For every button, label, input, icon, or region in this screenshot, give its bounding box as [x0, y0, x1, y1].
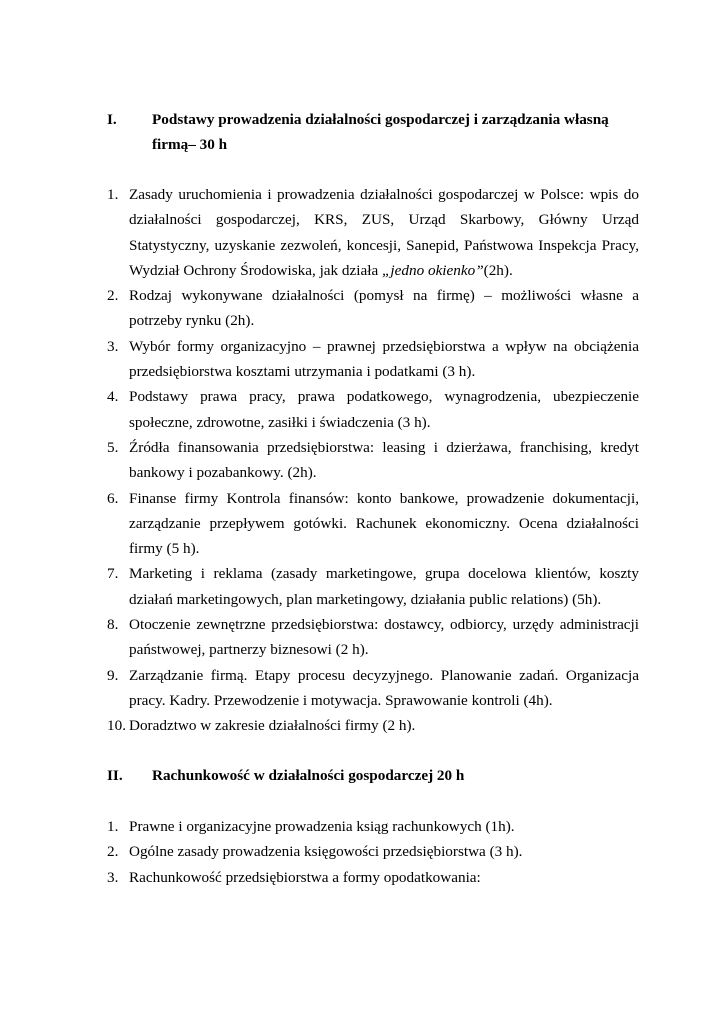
list-item [107, 283, 639, 334]
item-number: 2. [107, 287, 119, 305]
item-number: 6. [107, 489, 119, 507]
section-1-list [107, 182, 639, 739]
item-text: Doradztwo w zakresie działalności firmy (2 h). [129, 717, 416, 735]
list-item [107, 334, 639, 385]
section-title: Rachunkowość w działalności gospodarczej 20 h [152, 767, 465, 784]
item-text: Wybór formy organizacyjno – prawnej przedsiębiorstwa a wpływ na obciążenia przedsiębiorstwa kosztami utrzymania i podatkami (3 h). [129, 337, 639, 381]
item-text: Zarządzanie firmą. Etapy procesu decyzyjnego. Planowanie zadań. Organizacja pracy. Kadry. Przewodzenie i motywacja. Sprawowanie kontroli (4h). [129, 666, 639, 709]
item-number: 10. [107, 717, 126, 735]
section-2-list [107, 814, 639, 890]
item-number: 9. [107, 666, 119, 684]
item-text: Podstawy prawa pracy, prawa podatkowego, wynagrodzenia, ubezpieczenie społeczne, zdrowotne, zasiłki i świadczenia (3 h). [129, 388, 639, 431]
item-number: 1. [107, 186, 119, 203]
list-item [107, 839, 639, 864]
list-item [107, 384, 639, 435]
item-text-end: (2h). [483, 261, 513, 279]
item-number: 3. [107, 337, 119, 355]
list-item [107, 663, 639, 714]
item-number: 7. [107, 565, 119, 583]
item-number: 8. [107, 616, 119, 634]
item-number: 5. [107, 438, 119, 456]
item-number: 1. [107, 818, 119, 835]
list-item [107, 713, 639, 738]
section-number: I. [107, 111, 117, 128]
list-item [107, 182, 639, 283]
list-item [107, 814, 639, 839]
item-text: Ogólne zasady prowadzenia księgowości przedsiębiorstwa (3 h). [129, 843, 523, 861]
list-item [107, 865, 639, 890]
item-text: Rachunkowość przedsiębiorstwa a formy opodatkowania: [129, 868, 481, 886]
item-text: Rodzaj wykonywane działalności (pomysł na firmę) – możliwości własne a potrzeby rynku (2h). [129, 287, 639, 330]
list-item [107, 612, 639, 663]
section-title: Podstawy prowadzenia działalności gospodarczej i zarządzania własną firmą– 30 h [152, 111, 609, 153]
item-text-italic: „jedno okienko” [381, 261, 484, 279]
item-text: Zasady uruchomienia i prowadzenia działalności gospodarczej w Polsce: wpis do działalności gospodarczej, KRS, ZUS, Urząd Skarbowy, Główny Urząd Statystyczny, uzyskanie zezwoleń, koncesji, Sanepid, Państwowa Inspekcja Pracy, Wydział Ochrony Środowiska, jak działa [129, 186, 639, 279]
item-text: Źródła finansowania przedsiębiorstwa: leasing i dzierżawa, franchising, kredyt bankowy i pozabankowy. (2h). [129, 438, 639, 482]
item-text: Marketing i reklama (zasady marketingowe, grupa docelowa klientów, koszty działań marketingowych, plan marketingowy, działania public relations) (5h). [129, 565, 639, 608]
item-text: Finanse firmy Kontrola finansów: konto bankowe, prowadzenie dokumentacji, zarządzanie przepływem gotówki. Rachunek ekonomiczny. Ocena działalności firmy (5 h). [129, 489, 639, 558]
item-text: Otoczenie zewnętrzne przedsiębiorstwa: dostawcy, odbiorcy, urzędy administracji państwowej, partnerzy biznesowi (2 h). [129, 616, 639, 659]
item-text: Prawne i organizacyjne prowadzenia ksiąg rachunkowych (1h). [129, 818, 515, 835]
item-number: 4. [107, 388, 119, 406]
item-number: 2. [107, 843, 119, 861]
section-number: II. [107, 767, 123, 784]
list-item [107, 561, 639, 612]
list-item [107, 486, 639, 562]
list-item [107, 435, 639, 486]
item-number: 3. [107, 868, 119, 886]
